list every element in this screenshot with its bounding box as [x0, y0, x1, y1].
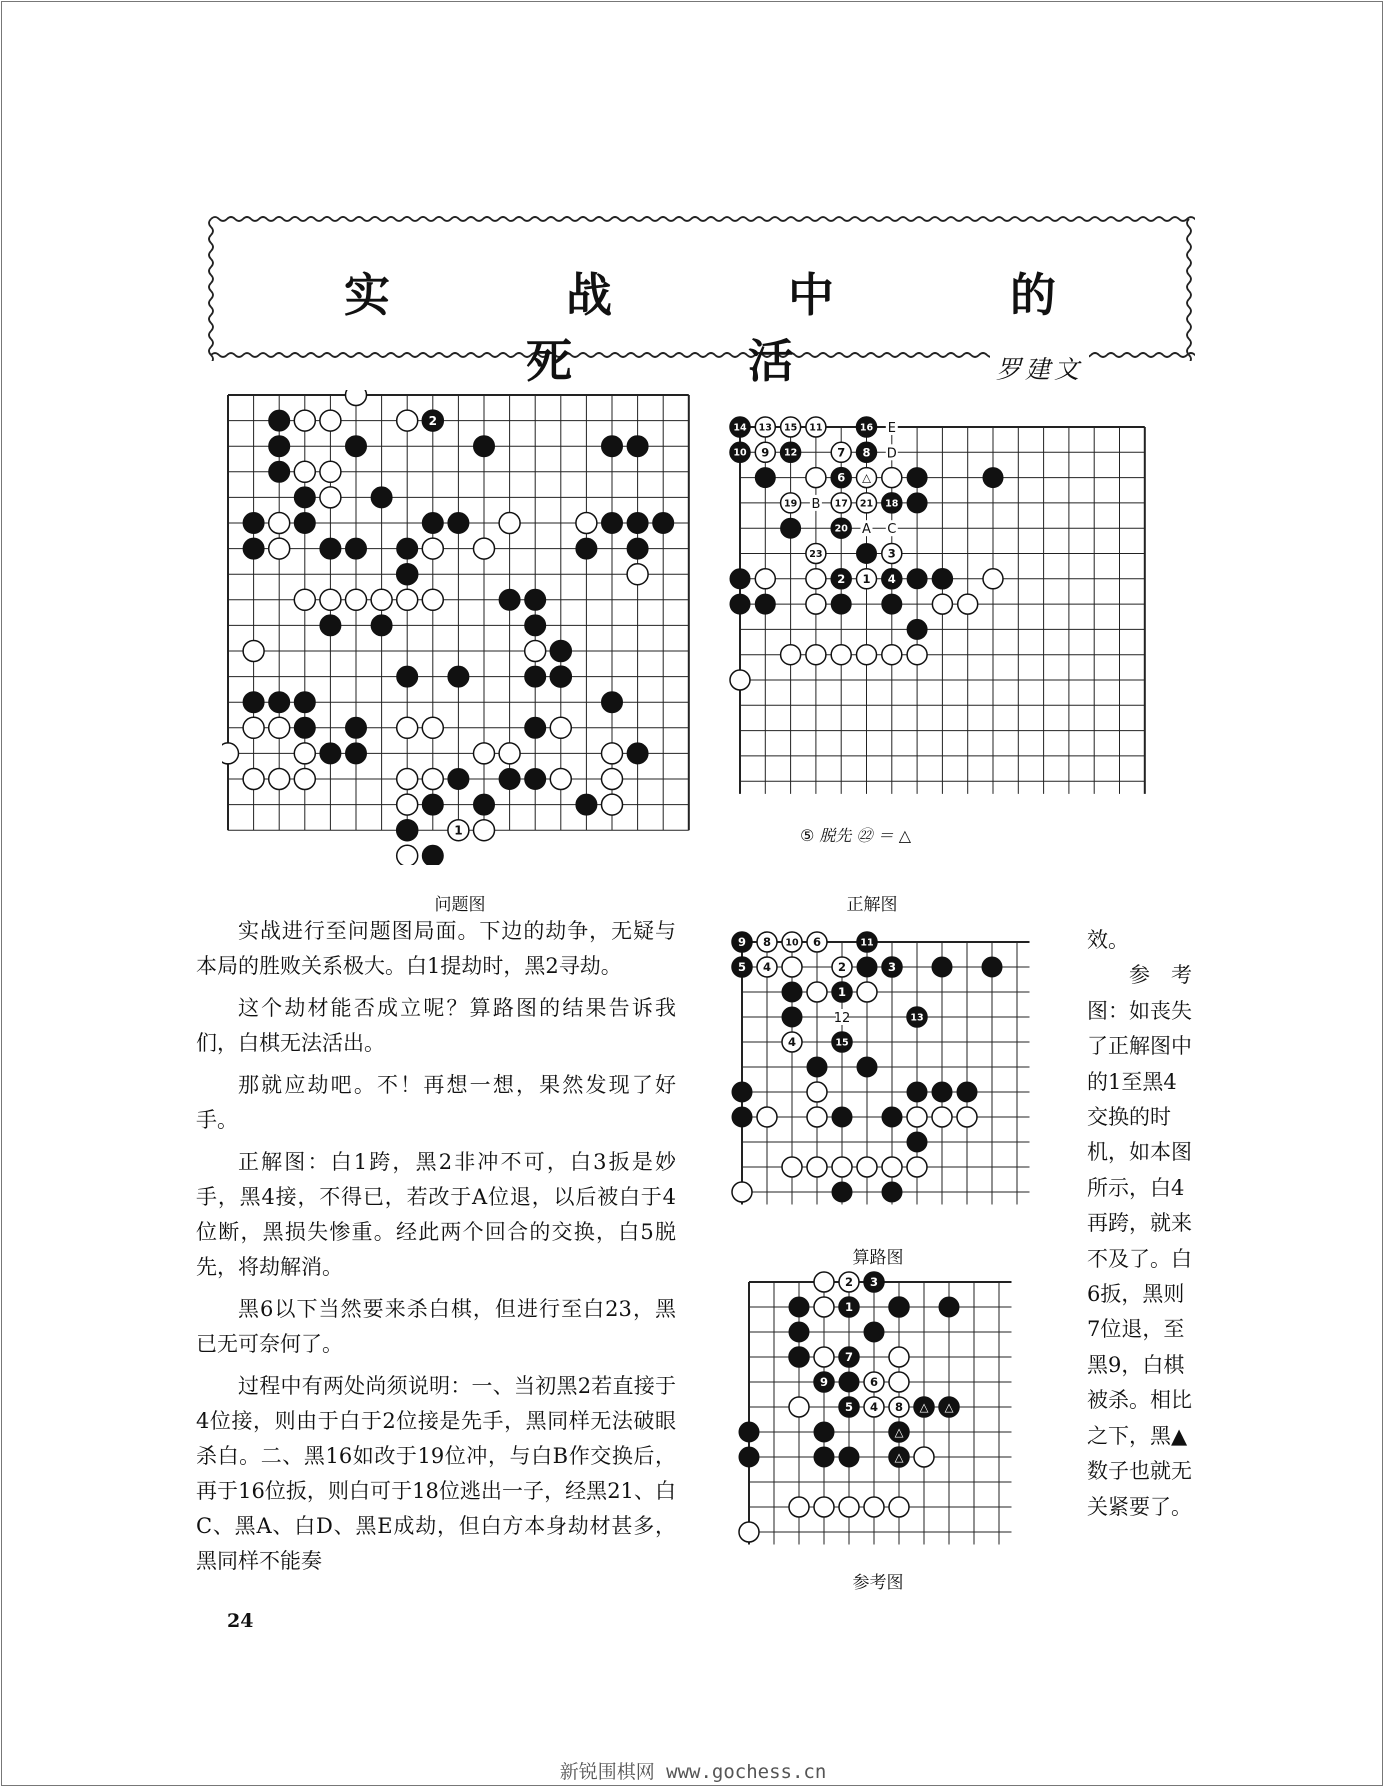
white-stone — [499, 513, 520, 534]
black-stone — [857, 1057, 877, 1077]
black-stone — [739, 1422, 759, 1442]
move-number: 12 — [783, 447, 798, 459]
black-stone — [269, 410, 290, 431]
white-stone — [243, 769, 264, 790]
black-stone — [864, 1322, 884, 1342]
white-stone — [807, 1157, 827, 1177]
white-stone — [857, 645, 877, 665]
move-number: 2 — [837, 960, 847, 975]
black-stone — [397, 564, 418, 585]
reference-board — [717, 1270, 1042, 1565]
move-number: 15 — [835, 1037, 849, 1049]
black-stone — [448, 666, 469, 687]
white-stone — [474, 820, 495, 841]
white-stone — [832, 1157, 852, 1177]
white-stone — [932, 1107, 952, 1127]
move-number: 18 — [885, 498, 899, 510]
side-line: 交换的时 — [1087, 1105, 1171, 1130]
side-line: 6扳，黑则 — [1087, 1282, 1185, 1307]
black-stone — [602, 513, 623, 534]
black-stone — [831, 594, 851, 614]
white-stone — [422, 717, 443, 738]
point-label: B — [811, 496, 821, 512]
white-stone — [474, 743, 495, 764]
white-stone — [814, 1297, 834, 1317]
author-name: 罗建文 — [990, 350, 1089, 386]
black-stone — [832, 1107, 852, 1127]
black-stone — [983, 468, 1003, 488]
black-stone — [839, 1447, 859, 1467]
black-stone — [448, 769, 469, 790]
move-number: 10 — [785, 937, 799, 949]
move-number: 11 — [809, 422, 823, 434]
white-stone — [320, 461, 341, 482]
point-label: D — [886, 446, 897, 462]
black-stone — [814, 1447, 834, 1467]
white-stone — [782, 957, 802, 977]
white-stone — [983, 569, 1003, 589]
problem-board — [222, 390, 697, 865]
white-stone — [882, 1157, 902, 1177]
white-stone — [732, 1182, 752, 1202]
black-stone — [907, 1082, 927, 1102]
white-stone — [730, 670, 750, 690]
white-stone — [422, 769, 443, 790]
white-stone — [807, 1082, 827, 1102]
move-number: 4 — [869, 1400, 879, 1415]
side-line: 不及了。白 — [1087, 1246, 1192, 1271]
solution-board — [712, 412, 1182, 820]
move-number: 8 — [894, 1400, 904, 1415]
black-stone — [730, 569, 750, 589]
white-stone — [807, 982, 827, 1002]
move-number: 9 — [737, 935, 747, 950]
white-stone — [243, 717, 264, 738]
move-number: 19 — [783, 498, 798, 510]
black-stone — [397, 538, 418, 559]
black-stone — [932, 1082, 952, 1102]
move-number: 13 — [910, 1012, 924, 1024]
white-stone — [346, 390, 367, 406]
move-number: 1 — [837, 985, 847, 1000]
black-stone — [422, 513, 443, 534]
site-footer: 新锐围棋网 www.gochess.cn — [559, 1761, 827, 1783]
white-stone — [397, 845, 418, 865]
paragraph: 那就应劫吧。不！再想一想，果然发现了好手。 — [196, 1073, 676, 1132]
black-stone — [525, 589, 546, 610]
black-stone — [371, 487, 392, 508]
black-stone — [832, 1182, 852, 1202]
side-line: 机，如本图 — [1087, 1140, 1192, 1165]
white-stone — [269, 717, 290, 738]
white-stone — [602, 794, 623, 815]
black-stone — [576, 538, 597, 559]
white-stone — [889, 1347, 909, 1367]
black-stone — [907, 468, 927, 488]
side-line: 再跨，就来 — [1087, 1211, 1192, 1236]
black-stone — [550, 666, 571, 687]
black-stone — [957, 1082, 977, 1102]
article-title: 实 战 中 的 死 活 — [343, 268, 1137, 388]
white-stone — [864, 1497, 884, 1517]
black-stone — [576, 794, 597, 815]
white-stone — [806, 569, 826, 589]
white-stone — [397, 794, 418, 815]
caption-reference: 参考图 — [852, 1573, 904, 1593]
white-stone — [294, 743, 315, 764]
white-stone — [525, 641, 546, 662]
black-stone — [294, 487, 315, 508]
black-stone — [474, 794, 495, 815]
black-stone — [346, 538, 367, 559]
black-stone — [882, 594, 902, 614]
black-stone — [602, 436, 623, 457]
black-stone — [397, 820, 418, 841]
black-stone — [781, 518, 801, 538]
move-number: △ — [894, 1450, 904, 1465]
move-number: 2 — [837, 571, 846, 586]
black-stone — [932, 569, 952, 589]
white-stone — [755, 569, 775, 589]
white-stone — [294, 589, 315, 610]
white-stone — [422, 589, 443, 610]
white-stone — [889, 1372, 909, 1392]
black-stone — [371, 615, 392, 636]
move-number: 4 — [887, 571, 896, 586]
move-number: 4 — [787, 1035, 797, 1050]
black-stone — [346, 743, 367, 764]
move-number: 9 — [761, 445, 770, 460]
black-stone — [294, 717, 315, 738]
black-stone — [732, 1107, 752, 1127]
black-stone — [627, 538, 648, 559]
wavy-edge — [211, 217, 1195, 221]
move-number: △ — [919, 1400, 929, 1415]
move-number: 15 — [783, 422, 798, 434]
move-number: 6 — [869, 1375, 879, 1390]
white-stone — [789, 1497, 809, 1517]
white-stone — [907, 645, 927, 665]
white-stone — [346, 589, 367, 610]
white-stone — [269, 513, 290, 534]
move-number: 11 — [860, 937, 874, 949]
black-stone — [755, 468, 775, 488]
point-label: A — [862, 522, 871, 538]
white-stone — [814, 1272, 834, 1292]
caption-solution: 正解图 — [846, 895, 898, 915]
black-stone — [269, 692, 290, 713]
black-stone — [294, 692, 315, 713]
black-stone — [839, 1372, 859, 1392]
solution-note: ⑤ 脱先 ㉒ ＝ △ — [800, 826, 911, 845]
move-number: 13 — [758, 422, 772, 434]
black-stone — [602, 692, 623, 713]
white-stone — [397, 410, 418, 431]
black-stone — [550, 641, 571, 662]
point-label: 12 — [833, 1011, 851, 1026]
white-stone — [782, 1157, 802, 1177]
white-stone — [932, 594, 952, 614]
black-stone — [907, 569, 927, 589]
black-stone — [499, 589, 520, 610]
black-stone — [789, 1297, 809, 1317]
white-stone — [371, 589, 392, 610]
black-stone — [807, 1057, 827, 1077]
paragraph: 实战进行至问题图局面。下边的劫争，无疑与本局的胜败关系极大。白1提劫时，黑2寻劫。 — [196, 919, 676, 978]
white-stone — [814, 1347, 834, 1367]
black-stone — [499, 769, 520, 790]
caption-problem: 问题图 — [434, 895, 486, 915]
move-number: △ — [862, 470, 871, 485]
white-stone — [320, 589, 341, 610]
paragraph: 这个劫材能否成立呢？算路图的结果告诉我们，白棋无法活出。 — [196, 996, 676, 1055]
black-stone — [474, 436, 495, 457]
white-stone — [739, 1522, 759, 1542]
white-stone — [422, 538, 443, 559]
move-number: 7 — [837, 445, 846, 460]
black-stone — [907, 493, 927, 513]
move-number: 1 — [862, 571, 871, 586]
black-stone — [525, 717, 546, 738]
black-stone — [732, 1082, 752, 1102]
white-stone — [907, 1107, 927, 1127]
black-stone — [889, 1297, 909, 1317]
black-stone — [269, 461, 290, 482]
side-line: 黑9，白棋 — [1087, 1352, 1185, 1377]
black-stone — [422, 845, 443, 865]
white-stone — [807, 1107, 827, 1127]
point-label: E — [887, 421, 896, 436]
paragraph: 正解图：白1跨，黑2非冲不可，白3扳是妙手，黑4接，不得已，若改于A位退，以后被白于4位断，黑损失惨重。经此两个回合的交换，白5脱先，将劫解消。 — [196, 1150, 676, 1279]
move-number: 17 — [834, 498, 848, 510]
black-stone — [243, 513, 264, 534]
black-stone — [243, 692, 264, 713]
side-line: 被杀。相比 — [1087, 1388, 1192, 1413]
white-stone — [889, 1497, 909, 1517]
main-column — [196, 914, 676, 1586]
white-stone — [781, 645, 801, 665]
black-stone — [932, 957, 952, 977]
black-stone — [346, 717, 367, 738]
white-stone — [839, 1497, 859, 1517]
black-stone — [422, 794, 443, 815]
caption-reading: 算路图 — [852, 1248, 904, 1268]
move-number: 20 — [834, 523, 848, 535]
side-line: 所示，白4 — [1087, 1175, 1185, 1200]
move-number: 16 — [859, 422, 874, 434]
black-stone — [857, 957, 877, 977]
white-stone — [397, 589, 418, 610]
black-stone — [882, 1107, 902, 1127]
white-stone — [269, 769, 290, 790]
move-number: 3 — [887, 960, 897, 975]
side-line: 数子也就无 — [1087, 1459, 1192, 1484]
black-stone — [789, 1347, 809, 1367]
move-number: 3 — [869, 1275, 879, 1290]
side-line: 7位退，至 — [1087, 1317, 1185, 1342]
black-stone — [525, 666, 546, 687]
white-stone — [806, 468, 826, 488]
black-stone — [755, 594, 775, 614]
move-number: 5 — [737, 960, 747, 975]
black-stone — [789, 1322, 809, 1342]
paragraph: 黑6以下当然要来杀白棋，但进行至白23，黑已无可奈何了。 — [196, 1297, 676, 1356]
move-number: 21 — [859, 498, 874, 510]
black-stone — [525, 769, 546, 790]
white-stone — [914, 1447, 934, 1467]
black-stone — [730, 594, 750, 614]
white-stone — [576, 513, 597, 534]
black-stone — [269, 436, 290, 457]
black-stone — [857, 544, 877, 564]
white-stone — [294, 461, 315, 482]
black-stone — [627, 513, 648, 534]
white-stone — [882, 468, 902, 488]
white-stone — [269, 538, 290, 559]
paragraph: 过程中有两处尚须说明：一、当初黑2若直接于4位接，则由于白于2位接是先手，黑同样无法破眼杀白。二、黑16如改于19位冲，与白B作交换后，再于16位扳，则白可于18位逃出一子，经黑21、白C、黑A、白D、黑E成劫，但白方本身劫材甚多，黑同样不能奏 — [196, 1374, 676, 1573]
white-stone — [806, 594, 826, 614]
black-stone — [782, 1007, 802, 1027]
point-label: C — [887, 522, 897, 538]
black-stone — [982, 957, 1002, 977]
side-line: 之下，黑▲ — [1087, 1423, 1188, 1448]
white-stone — [907, 1157, 927, 1177]
white-stone — [831, 645, 851, 665]
move-number: 6 — [812, 935, 822, 950]
black-stone — [627, 436, 648, 457]
black-stone — [346, 436, 367, 457]
side-line: 的1至黑4 — [1087, 1069, 1177, 1094]
side-line: 参 考 — [1087, 963, 1192, 988]
white-stone — [857, 982, 877, 1002]
white-stone — [627, 564, 648, 585]
white-stone — [602, 769, 623, 790]
white-stone — [550, 717, 571, 738]
black-stone — [320, 538, 341, 559]
black-stone — [907, 619, 927, 639]
white-stone — [789, 1397, 809, 1417]
side-line: 关紧要了。 — [1087, 1494, 1192, 1519]
white-stone — [602, 743, 623, 764]
move-number: 8 — [762, 935, 772, 950]
black-stone — [739, 1447, 759, 1467]
white-stone — [806, 645, 826, 665]
black-stone — [320, 743, 341, 764]
black-stone — [294, 513, 315, 534]
reading-board — [715, 930, 1045, 1230]
move-number: △ — [944, 1400, 954, 1415]
white-stone — [320, 410, 341, 431]
move-number: 6 — [837, 470, 846, 485]
move-number: 8 — [862, 445, 871, 460]
black-stone — [320, 615, 341, 636]
black-stone — [782, 982, 802, 1002]
white-stone — [294, 410, 315, 431]
black-stone — [243, 538, 264, 559]
black-stone — [627, 743, 648, 764]
move-number: △ — [894, 1425, 904, 1440]
black-stone — [814, 1422, 834, 1442]
move-number: 3 — [887, 546, 896, 561]
white-stone — [957, 1107, 977, 1127]
move-number: 23 — [809, 548, 823, 560]
white-stone — [550, 769, 571, 790]
side-line: 了正解图中 — [1087, 1034, 1192, 1059]
move-number: 7 — [844, 1350, 854, 1365]
move-number: 1 — [454, 823, 463, 838]
white-stone — [857, 1157, 877, 1177]
side-line: 图：如丧失 — [1087, 998, 1192, 1023]
white-stone — [243, 641, 264, 662]
side-column — [1087, 923, 1209, 1525]
white-stone — [222, 743, 239, 764]
move-number: 1 — [844, 1300, 854, 1315]
white-stone — [757, 1107, 777, 1127]
black-stone — [448, 513, 469, 534]
page-number: 24 — [227, 1610, 254, 1632]
white-stone — [320, 487, 341, 508]
white-stone — [397, 717, 418, 738]
problem-grid — [228, 395, 689, 830]
white-stone — [474, 538, 495, 559]
move-number: 5 — [844, 1400, 854, 1415]
move-number: 2 — [844, 1275, 854, 1290]
move-number: 10 — [733, 447, 747, 459]
black-stone — [939, 1297, 959, 1317]
black-stone — [653, 513, 674, 534]
black-stone — [525, 615, 546, 636]
move-number: 2 — [428, 413, 438, 428]
black-stone — [397, 666, 418, 687]
black-stone — [907, 1132, 927, 1152]
white-stone — [958, 594, 978, 614]
white-stone — [814, 1497, 834, 1517]
move-number: 9 — [819, 1375, 829, 1390]
move-number: 4 — [762, 960, 772, 975]
move-number: 14 — [733, 422, 747, 434]
white-stone — [294, 769, 315, 790]
white-stone — [499, 743, 520, 764]
white-stone — [397, 769, 418, 790]
white-stone — [882, 645, 902, 665]
black-stone — [882, 1182, 902, 1202]
side-line: 效。 — [1087, 928, 1129, 952]
